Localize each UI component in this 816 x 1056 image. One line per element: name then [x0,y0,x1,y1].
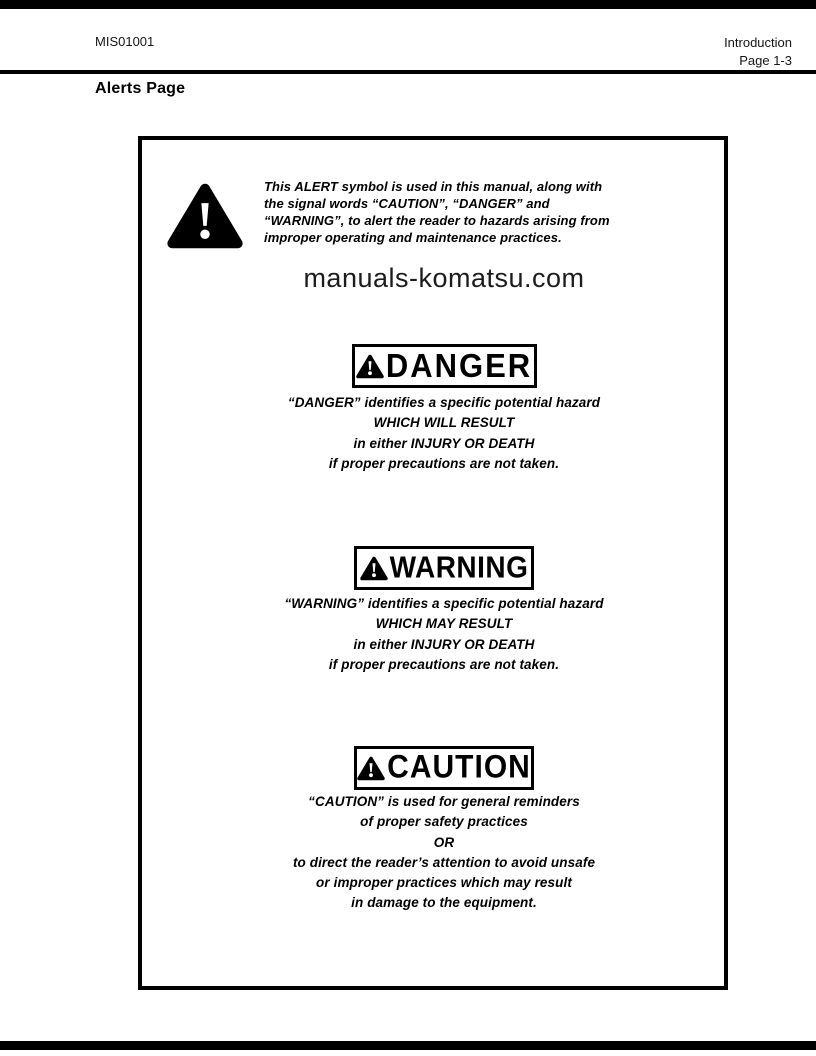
caution-line: or improper practices which may result [316,875,572,891]
warning-line: if proper precautions are not taken. [328,656,560,672]
caution-sign-box [354,746,534,790]
intro-line: “WARNING”, to alert the reader to hazards arising from [264,213,610,228]
danger-line: in either INJURY OR DEATH [353,435,535,451]
danger-description [150,393,738,474]
header-divider [0,70,816,74]
header-page-number: Page 1-3 [739,53,792,68]
alert-triangle-icon [167,181,243,251]
scan-edge-bottom [0,1041,816,1050]
danger-line: WHICH WILL RESULT [373,415,515,431]
header-section: Introduction [724,35,792,50]
caution-sign [150,746,738,790]
warning-label: WARNING [389,550,529,585]
caution-line: “CAUTION” is used for general reminders [308,794,580,809]
caution-line: in damage to the equipment. [351,895,537,911]
caution-label: CAUTION [387,749,531,786]
page-title: Alerts Page [95,80,186,97]
danger-line: if proper precautions are not taken. [328,455,560,471]
warning-description [150,594,738,675]
warning-triangle-icon [360,556,388,581]
danger-sign [150,344,738,388]
alert-intro-paragraph [264,178,634,246]
intro-line: This ALERT symbol is used in this manual, along with [264,179,603,194]
caution-line: of proper safety practices [360,814,528,830]
watermark-text: manuals-komatsu.com [303,263,585,293]
scan-edge-top [0,0,816,9]
danger-triangle-icon [356,354,384,379]
danger-line: “DANGER” identifies a specific potential hazard [287,395,601,410]
intro-line: improper operating and maintenance practices. [264,230,562,245]
caution-line: OR [433,834,455,850]
caution-line: to direct the reader’s attention to avoid unsafe [292,854,596,870]
warning-line: “WARNING” identifies a specific potential hazard [284,596,604,611]
header-right [724,34,792,70]
caution-description [150,792,738,914]
warning-sign-box [354,546,534,590]
doc-code: MIS01001 [95,34,155,49]
warning-sign [150,546,738,590]
warning-line: in either INJURY OR DEATH [353,636,535,652]
intro-line: the signal words “CAUTION”, “DANGER” and [264,196,550,211]
danger-label: DANGER [385,346,533,385]
caution-triangle-icon [357,756,385,781]
warning-line: WHICH MAY RESULT [375,616,513,632]
danger-sign-box [352,344,537,388]
